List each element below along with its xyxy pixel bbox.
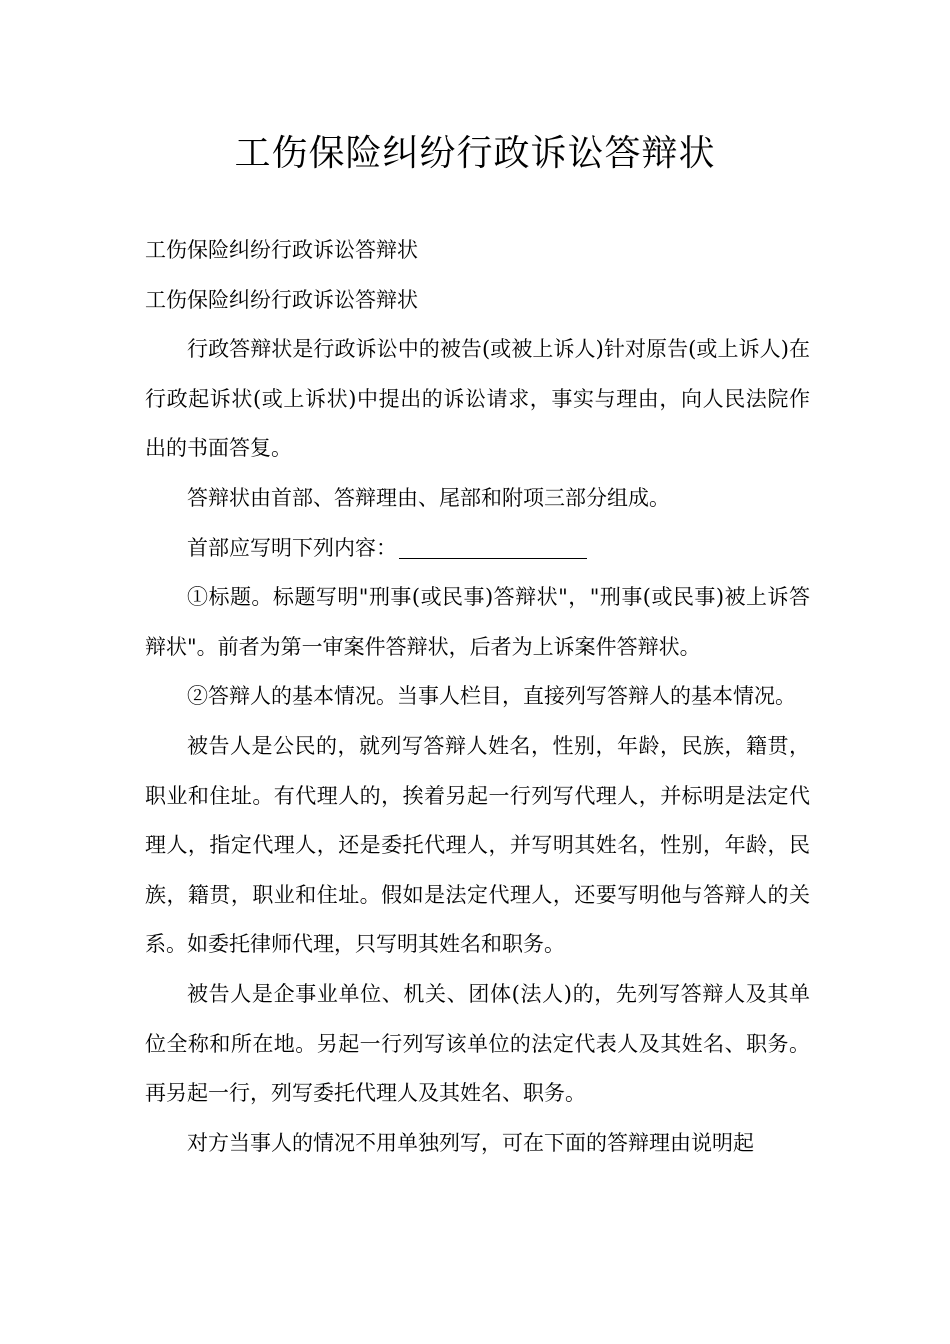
paragraph-item-2: ②答辩人的基本情况。当事人栏目，直接列写答辩人的基本情况。 [187, 684, 796, 709]
paragraph-composition: 答辩状由首部、答辩理由、尾部和附项三部分组成。 [187, 485, 670, 510]
paragraph-organization: 被告人是企事业单位、机关、团体(法人)的，先列写答辩人及其单位全称和所在地。另起一行列写该单位的法定代表人及其姓名、职务。再另起一行，列写委托代理人及其姓名、职务。 [145, 981, 810, 1106]
fill-in-blank-line [399, 537, 587, 559]
paragraph-subtitle-1: 工伤保险纠纷行政诉讼答辩状 [145, 238, 418, 262]
paragraph-subtitle-2: 工伤保险纠纷行政诉讼答辩状 [145, 287, 418, 312]
document-body [145, 226, 810, 1168]
paragraph-item-1: ①标题。标题写明"刑事(或民事)答辩状"，"刑事(或民事)被上诉答辩状"。前者为第一审案件答辩状，后者为上诉案件答辩状。 [145, 585, 810, 659]
paragraph-citizen: 被告人是公民的，就列写答辩人姓名，性别，年龄，民族，籍贯，职业和住址。有代理人的，挨着另起一行列写代理人，并标明是法定代理人，指定代理人，还是委托代理人，并写明其姓名，性别，年龄，民族，籍贯，职业和住址。假如是法定代理人，还要写明他与答辩人的关系。如委托律师代理，只写明其姓名和职务。 [145, 733, 810, 957]
document-title: 工伤保险纠纷行政诉讼答辩状 [234, 133, 716, 174]
paragraph-header-contents [145, 524, 810, 574]
paragraph-definition: 行政答辩状是行政诉讼中的被告(或被上诉人)针对原告(或上诉人)在行政起诉状(或上诉状)中提出的诉讼请求，事实与理由，向人民法院作出的书面答复。 [145, 337, 810, 461]
header-contents-text: 首部应写明下列内容： [187, 535, 397, 560]
paragraph-opposing-party: 对方当事人的情况不用单独列写，可在下面的答辩理由说明起 [187, 1130, 754, 1155]
